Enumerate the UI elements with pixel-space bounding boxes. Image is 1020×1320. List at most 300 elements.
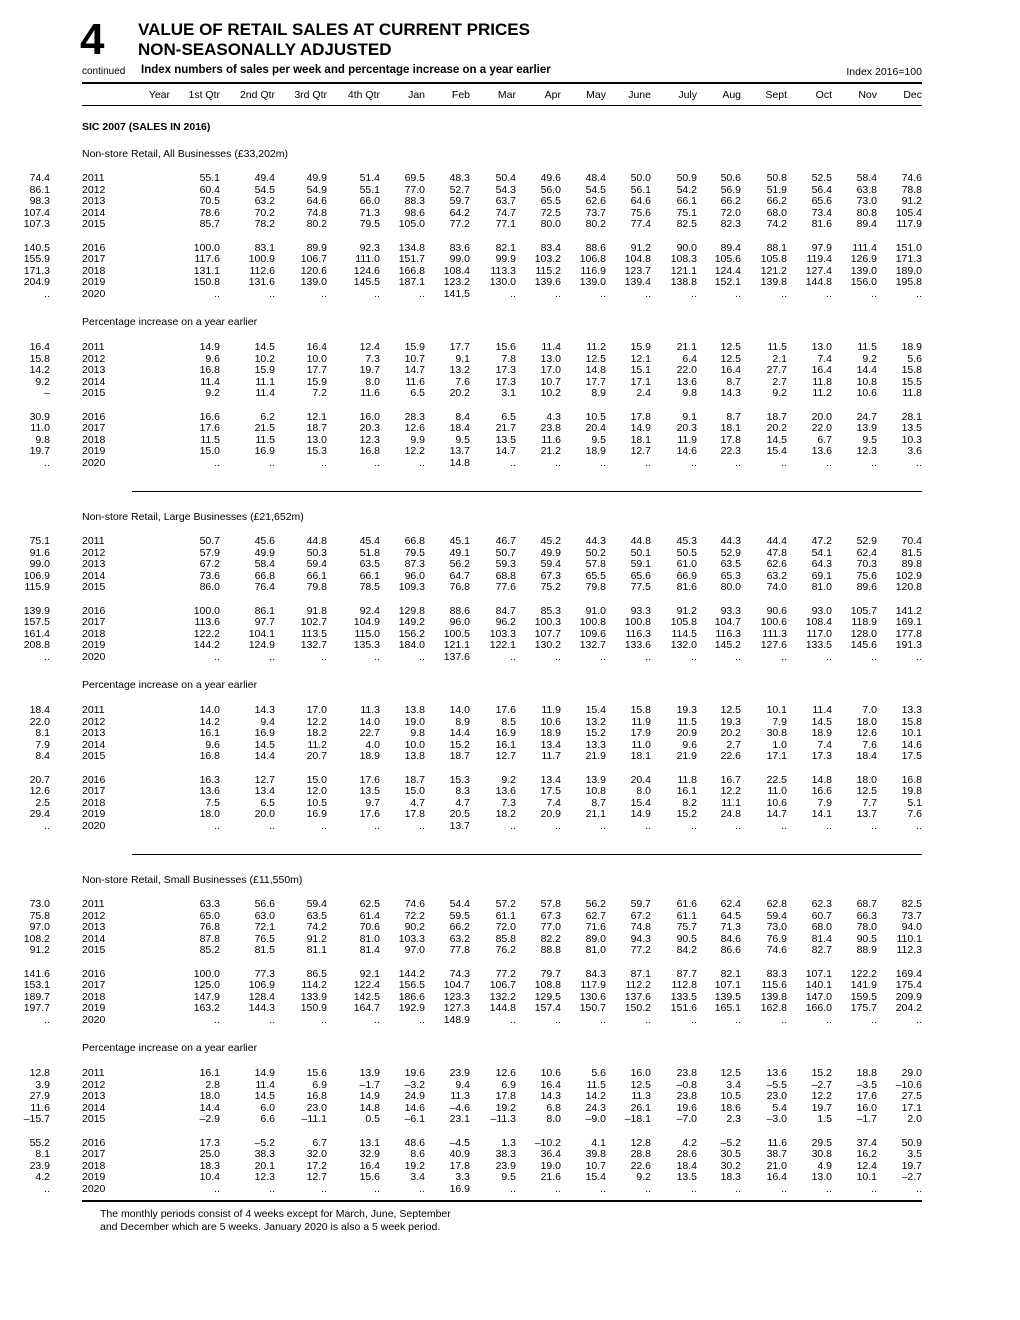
value-cell: .. [781, 456, 787, 469]
value-cell: 52.7 [449, 183, 470, 196]
year-cell: 2016 [82, 410, 106, 423]
value-cell: 82.1 [495, 241, 516, 254]
value-cell: 106.8 [579, 253, 606, 265]
value-cell: 50.7 [495, 546, 516, 559]
value-cell: 63.5 [720, 558, 741, 570]
value-cell: 12.3 [359, 433, 380, 446]
value-cell: 63.3 [199, 898, 220, 910]
value-cell: 13.7 [449, 819, 470, 832]
value-cell: 133.6 [624, 639, 651, 651]
value-cell: 133.9 [300, 990, 327, 1003]
value-cell: 140.1 [805, 979, 832, 991]
value-cell: 17.6 [359, 808, 380, 820]
value-cell: 7.3 [501, 796, 516, 809]
value-cell: 74.6 [901, 172, 922, 184]
value-cell: 9.5 [455, 433, 470, 446]
value-cell: 21.6 [540, 1171, 561, 1183]
value-cell: 13.5 [359, 785, 380, 797]
year-cell: 2015 [82, 581, 106, 593]
value-cell: 11.2 [812, 387, 832, 399]
value-cell: 75.6 [856, 569, 877, 582]
value-cell: 106.7 [489, 979, 516, 991]
value-cell: 137.6 [624, 990, 651, 1003]
value-cell: 70.4 [901, 535, 922, 547]
value-cell: 6.8 [546, 1101, 561, 1114]
value-cell: 59.4 [306, 898, 327, 910]
value-cell: 49.4 [254, 172, 275, 184]
value-cell: .. [555, 287, 561, 300]
value-cell: 73.0 [856, 195, 877, 207]
value-cell: 20.7 [29, 773, 50, 786]
value-cell: 14.2 [199, 715, 220, 728]
value-cell: 8.5 [501, 715, 516, 728]
value-cell: 12.5 [720, 704, 741, 716]
value-cell: 23.9 [449, 1067, 470, 1079]
value-cell: 16.9 [254, 727, 275, 739]
value-cell: 1.5 [817, 1113, 832, 1125]
value-cell: 162.8 [760, 1002, 787, 1014]
value-cell: 91.2 [630, 241, 651, 254]
value-cell: 61.1 [676, 909, 697, 922]
value-cell: 171.3 [23, 264, 50, 277]
value-cell: 77.0 [540, 921, 561, 933]
value-cell: 166.8 [398, 264, 425, 277]
value-cell: .. [214, 1182, 220, 1195]
value-cell: 100.0 [193, 604, 220, 617]
value-cell: 23.9 [29, 1159, 50, 1172]
value-cell: –5.2 [720, 1136, 741, 1149]
value-cell: 19.7 [359, 364, 380, 376]
value-cell: 8.0 [365, 375, 380, 388]
value-cell: 15.8 [29, 352, 50, 365]
value-cell: 5.1 [907, 796, 922, 809]
year-cell: 2019 [82, 445, 106, 457]
value-cell: 23.8 [676, 1090, 697, 1102]
value-cell: 22.6 [630, 1159, 651, 1172]
value-cell: 74.8 [630, 921, 651, 933]
value-cell: 19.3 [676, 704, 697, 716]
value-cell: 28.3 [404, 410, 425, 423]
value-cell: 76.9 [766, 932, 787, 945]
value-cell: 9.8 [682, 387, 697, 399]
value-cell: 122.2 [850, 967, 877, 980]
value-cell: 13.1 [359, 1136, 380, 1149]
value-cell: 13.9 [359, 1067, 380, 1079]
value-cell: 10.0 [306, 352, 327, 365]
value-cell: 141.6 [23, 967, 50, 980]
value-cell: 83.6 [449, 241, 470, 254]
value-cell: 16.6 [199, 410, 220, 423]
value-cell: 64.3 [811, 558, 832, 570]
value-cell: 118.9 [851, 616, 877, 628]
value-cell: 5.4 [772, 1101, 787, 1114]
value-cell: 20.5 [449, 808, 470, 820]
value-cell: 80.2 [585, 218, 606, 230]
value-cell: 156.0 [850, 276, 877, 288]
table-row [0, 809, 1020, 821]
value-cell: 3.5 [907, 1148, 922, 1160]
value-cell: 123.2 [443, 276, 470, 288]
value-cell: 27.7 [766, 364, 787, 376]
value-cell: 98.6 [404, 206, 425, 219]
value-cell: 91.2 [901, 195, 922, 207]
value-cell: 13.8 [404, 750, 425, 762]
value-cell: 94.0 [901, 921, 922, 933]
value-cell: 116.9 [580, 264, 606, 277]
value-cell: 66.8 [254, 569, 275, 582]
value-cell: 18.0 [199, 1090, 220, 1102]
year-cell: 2017 [82, 253, 106, 265]
value-cell: 49.9 [306, 172, 327, 184]
value-cell: 14.5 [254, 341, 275, 353]
value-cell: 20.1 [254, 1159, 275, 1172]
value-cell: 104.1 [248, 627, 275, 640]
value-cell: 66.0 [359, 195, 380, 207]
value-cell: 17.3 [811, 750, 832, 762]
value-cell: 66.1 [676, 195, 697, 207]
value-cell: 10.5 [585, 410, 606, 423]
value-cell: 156.5 [398, 979, 425, 991]
value-cell: 87.1 [630, 967, 651, 980]
value-cell: 121.2 [760, 264, 787, 277]
value-cell: .. [735, 819, 741, 832]
value-cell: 16.3 [199, 773, 220, 786]
value-cell: 16.4 [811, 364, 832, 376]
value-cell: 37.4 [856, 1136, 877, 1149]
value-cell: 2.3 [726, 1113, 741, 1125]
value-cell: 77.6 [495, 581, 516, 593]
value-cell: 85.3 [540, 604, 561, 617]
value-cell: 17.0 [306, 704, 327, 716]
value-cell: 19.6 [404, 1067, 425, 1079]
value-cell: 82.1 [720, 967, 741, 980]
value-cell: 65.5 [585, 569, 606, 582]
value-cell: 4.7 [455, 796, 470, 809]
value-cell: 21.9 [585, 750, 606, 762]
value-cell: .. [510, 1013, 516, 1026]
value-cell: 19.7 [901, 1159, 922, 1172]
value-cell: 89.9 [306, 241, 327, 254]
value-cell: 97.9 [811, 241, 832, 254]
value-cell: 127.3 [443, 1002, 470, 1014]
value-cell: 141.2 [895, 604, 922, 617]
value-cell: .. [691, 287, 697, 300]
value-cell: 12.7 [254, 773, 275, 786]
value-cell: 27.5 [901, 1090, 922, 1102]
year-cell: 2012 [82, 909, 106, 922]
value-cell: 36.4 [540, 1148, 561, 1160]
value-cell: 2.7 [772, 375, 787, 388]
value-cell: .. [555, 1013, 561, 1026]
value-cell: 68.8 [495, 569, 516, 582]
value-cell: 11.5 [586, 1078, 606, 1091]
value-cell: 11.8 [812, 375, 832, 388]
value-cell: 132.0 [670, 639, 697, 651]
value-cell: 72.1 [254, 921, 275, 933]
value-cell: 100.8 [624, 616, 651, 628]
value-cell: 18.3 [720, 1171, 741, 1183]
value-cell: 88.9 [856, 944, 877, 956]
value-cell: .. [826, 819, 832, 832]
value-cell: 13.7 [449, 445, 470, 457]
value-cell: 59.4 [766, 909, 787, 922]
value-cell: 13.7 [856, 808, 877, 820]
value-cell: –11.1 [301, 1113, 327, 1125]
column-header: May [586, 89, 606, 101]
table-row [0, 365, 1020, 377]
value-cell: 112.2 [625, 979, 651, 991]
year-cell: 2018 [82, 627, 106, 640]
value-cell: 13.6 [676, 375, 697, 388]
value-cell: 17.8 [720, 433, 741, 446]
value-cell: 144.8 [489, 1002, 516, 1014]
value-cell: 74.6 [766, 944, 787, 956]
value-cell: 187.1 [398, 276, 425, 288]
column-header: Jan [408, 89, 425, 101]
value-cell: 59.1 [630, 558, 651, 570]
value-cell: 74.8 [306, 206, 327, 219]
value-cell: 9.8 [410, 727, 425, 739]
value-cell: 13.2 [449, 364, 470, 376]
value-cell: .. [781, 1013, 787, 1026]
value-cell: 156.2 [398, 627, 425, 640]
value-cell: .. [645, 819, 651, 832]
value-cell: 49.6 [540, 172, 561, 184]
value-cell: 139.0 [850, 264, 877, 277]
value-cell: 46.7 [495, 535, 516, 547]
value-cell: .. [555, 650, 561, 663]
value-cell: 80.8 [856, 206, 877, 219]
value-cell: .. [645, 287, 651, 300]
value-cell: .. [510, 650, 516, 663]
value-cell: 38.3 [495, 1148, 516, 1160]
value-cell: .. [214, 650, 220, 663]
value-cell: 13.3 [585, 738, 606, 751]
value-cell: 50.4 [495, 172, 516, 184]
footnote-line: The monthly periods consist of 4 weeks except for March, June, September [100, 1208, 451, 1220]
value-cell: 15.9 [254, 364, 275, 376]
value-cell: 62.8 [766, 898, 787, 910]
percentage-label: Percentage increase on a year earlier [82, 316, 258, 328]
value-cell: .. [826, 650, 832, 663]
value-cell: 18.9 [540, 727, 561, 739]
value-cell: –2.9 [199, 1113, 220, 1125]
value-cell: 17.3 [495, 375, 516, 388]
value-cell: 12.3 [856, 445, 877, 457]
value-cell: 12.0 [306, 785, 327, 797]
year-cell: 2015 [82, 1113, 106, 1125]
table-row [0, 652, 1020, 664]
value-cell: 14.5 [766, 433, 787, 446]
value-cell: 124.4 [714, 264, 741, 277]
value-cell: 130.0 [489, 276, 516, 288]
value-cell: 16.4 [766, 1171, 787, 1183]
value-cell: 127.6 [760, 639, 787, 651]
year-cell: 2020 [82, 1013, 106, 1026]
value-cell: 18.1 [630, 750, 651, 762]
value-cell: 65.5 [540, 195, 561, 207]
value-cell: 70.2 [254, 206, 275, 219]
value-cell: 73.4 [811, 206, 832, 219]
value-cell: 77.2 [495, 967, 516, 980]
value-cell: 150.2 [624, 1002, 651, 1014]
value-cell: 73.0 [29, 898, 50, 910]
value-cell: 77.8 [449, 944, 470, 956]
value-cell: 17.1 [901, 1101, 922, 1114]
column-header-row [0, 89, 1020, 103]
value-cell: 52.9 [856, 535, 877, 547]
value-cell: 10.0 [404, 738, 425, 751]
value-cell: 50.0 [630, 172, 651, 184]
value-cell: 3.3 [455, 1171, 470, 1183]
value-cell: 150.9 [300, 1002, 327, 1014]
value-cell: 74.3 [449, 967, 470, 980]
value-cell: 9.2 [35, 375, 50, 388]
value-cell: 14.2 [29, 364, 50, 376]
value-cell: 85.7 [199, 218, 220, 230]
value-cell: .. [374, 1182, 380, 1195]
value-cell: 80.0 [720, 581, 741, 593]
value-cell: 12.5 [630, 1078, 651, 1091]
value-cell: 105.0 [398, 218, 425, 230]
value-cell: 108.2 [23, 932, 50, 945]
value-cell: 11.9 [631, 715, 651, 728]
value-cell: 84.6 [720, 932, 741, 945]
column-header: July [678, 89, 697, 101]
value-cell: 139.4 [624, 276, 651, 288]
value-cell: 11.2 [307, 738, 327, 751]
value-cell: .. [321, 456, 327, 469]
value-cell: 16.0 [359, 410, 380, 423]
value-cell: 11.3 [631, 1090, 651, 1102]
value-cell: 50.6 [720, 172, 741, 184]
value-cell: 13.0 [811, 341, 832, 353]
value-cell: 65.6 [811, 195, 832, 207]
value-cell: 12.8 [29, 1067, 50, 1079]
value-cell: 44.8 [630, 535, 651, 547]
value-cell: 145.5 [353, 276, 380, 288]
value-cell: 18.0 [856, 773, 877, 786]
value-cell: 50.1 [630, 546, 651, 559]
value-cell: 128.0 [850, 627, 877, 640]
value-cell: 8.0 [546, 1113, 561, 1125]
value-cell: 19.3 [720, 715, 741, 728]
value-cell: 88.8 [540, 944, 561, 956]
value-cell: 109.3 [398, 581, 425, 593]
value-cell: 70.6 [359, 921, 380, 933]
value-cell: 88.6 [449, 604, 470, 617]
value-cell: –3.5 [856, 1078, 877, 1091]
top-rule [82, 82, 922, 84]
value-cell: .. [916, 287, 922, 300]
value-cell: 97.0 [404, 944, 425, 956]
value-cell: 71.6 [585, 921, 606, 933]
value-cell: 107.1 [714, 979, 741, 991]
table-row [0, 980, 1020, 992]
value-cell: 11.5 [767, 341, 787, 353]
value-cell: 133.5 [670, 990, 697, 1003]
value-cell: 65.3 [720, 569, 741, 582]
year-cell: 2011 [82, 535, 105, 547]
value-cell: .. [645, 456, 651, 469]
value-cell: 10.1 [856, 1171, 877, 1183]
year-cell: 2019 [82, 276, 106, 288]
value-cell: 3.4 [726, 1078, 741, 1091]
value-cell: 76.8 [449, 581, 470, 593]
value-cell: 2.0 [907, 1113, 922, 1125]
value-cell: 13.8 [404, 704, 425, 716]
value-cell: 64.7 [449, 569, 470, 582]
value-cell: 28.1 [901, 410, 922, 423]
value-cell: 7.4 [817, 352, 832, 365]
value-cell: 99.0 [449, 253, 470, 265]
value-cell: 90.2 [404, 921, 425, 933]
value-cell: 8.0 [636, 785, 651, 797]
value-cell: 15.1 [630, 364, 651, 376]
value-cell: 76.5 [254, 932, 275, 945]
value-cell: 12.2 [404, 445, 425, 457]
value-cell: 105.8 [670, 616, 697, 628]
value-cell: 62.6 [585, 195, 606, 207]
value-cell: 16.4 [306, 341, 327, 353]
value-cell: 72.0 [495, 921, 516, 933]
year-cell: 2012 [82, 183, 106, 196]
value-cell: 11.6 [360, 387, 380, 399]
value-cell: 122.1 [489, 639, 516, 651]
value-cell: 55.2 [29, 1136, 50, 1149]
value-cell: 7.6 [907, 808, 922, 820]
value-cell: 15.2 [585, 727, 606, 739]
value-cell: .. [214, 456, 220, 469]
value-cell: 13.5 [495, 433, 516, 446]
value-cell: 24.9 [404, 1090, 425, 1102]
value-cell: 12.5 [585, 352, 606, 365]
value-cell: 10.3 [901, 433, 922, 446]
value-cell: –5.5 [766, 1078, 787, 1091]
value-cell: 6.6 [260, 1113, 275, 1125]
value-cell: 10.8 [585, 785, 606, 797]
year-cell: 2011 [82, 1067, 105, 1079]
value-cell: .. [44, 456, 50, 469]
value-cell: 145.2 [714, 639, 741, 651]
value-cell: 12.4 [359, 341, 380, 353]
value-cell: 130.2 [534, 639, 561, 651]
value-cell: 13.0 [306, 433, 327, 446]
value-cell: 7.7 [862, 796, 877, 809]
year-cell: 2016 [82, 241, 106, 254]
value-cell: .. [44, 650, 50, 663]
value-cell: 6.7 [312, 1136, 327, 1149]
value-cell: 15.2 [676, 808, 697, 820]
value-cell: 73.6 [199, 569, 220, 582]
year-cell: 2012 [82, 1078, 106, 1091]
value-cell: 24.7 [856, 410, 877, 423]
value-cell: 119.4 [806, 253, 832, 265]
value-cell: 11.5 [200, 433, 220, 446]
value-cell: 13.6 [199, 785, 220, 797]
value-cell: 62.5 [359, 898, 380, 910]
value-cell: 2.5 [35, 796, 50, 809]
value-cell: 14.9 [630, 808, 651, 820]
value-cell: 74.2 [306, 921, 327, 933]
value-cell: 66.2 [720, 195, 741, 207]
value-cell: 16.2 [856, 1148, 877, 1160]
value-cell: 14.4 [856, 364, 877, 376]
value-cell: .. [555, 1182, 561, 1195]
value-cell: 11.8 [677, 773, 697, 786]
value-cell: 38.3 [254, 1148, 275, 1160]
value-cell: 66.3 [856, 909, 877, 922]
